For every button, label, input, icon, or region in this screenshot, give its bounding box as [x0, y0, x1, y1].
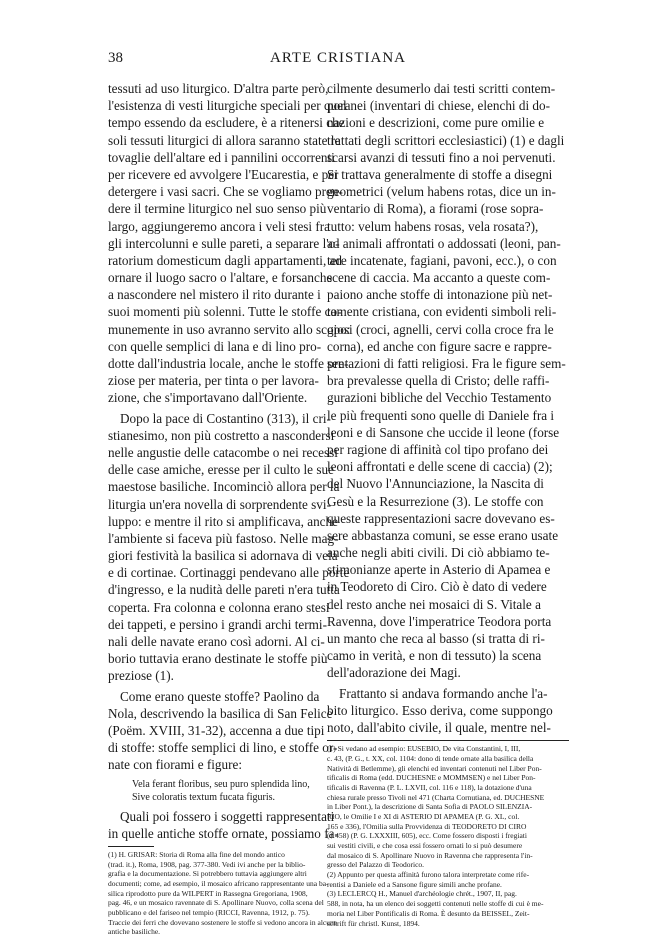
text-line: stimonianze aperte in Asterio di Apamea e [327, 562, 551, 578]
text-line: stianesimo, non più costretto a nascondersi [108, 427, 335, 443]
verse-line: Sive coloratis textum fucata figuris. [132, 791, 276, 803]
text-line: con quelle semplici di lana e di lino pro- [108, 338, 322, 354]
text-line: ziose per materia, per tinta o per lavora- [108, 373, 319, 389]
text-line: nelle angustie delle catacombe o nei recessi [108, 444, 338, 460]
text-line: sentazioni di fatti religiosi. Fra le figure sem- [327, 356, 566, 371]
text-line: borio tuttavia erano destinate le stoffe più [108, 651, 328, 667]
text-line: tutto: velum habens rosas, vela rosata?), [327, 218, 539, 234]
footnote-line: (1) Si vedano ad esempio: EUSEBIO, De vita Constantini, I, III, [327, 744, 521, 754]
footnote-line: (1) H. GRISAR: Storia di Roma alla fine del mondo antico [108, 849, 285, 859]
footnote-line: c. 43, (P. G., t. XX, col. 1104: dono di tende ornate alla basilica della [327, 753, 534, 763]
running-title: ARTE CRISTIANA [270, 50, 407, 66]
text-line: Ravenna, dove l'imperatrice Teodora porta [327, 613, 552, 629]
text-line: paiono anche stoffe di intonazione più net- [327, 287, 553, 303]
text-line: bito liturgico. Esso deriva, come suppongo [327, 702, 553, 718]
text-line: detergere i vasi sacri. Che se vogliamo pren- [108, 184, 343, 200]
text-line: tamente cristiana, con evidenti simboli reli- [327, 304, 557, 320]
footnote-line: dal mosaico di S. Apollinare Nuovo in Ravenna che rappresenta l'in- [327, 850, 533, 860]
footnote-line: rentisi a Daniele ed a Sansone figure simili anche profane. [327, 879, 502, 889]
text-line: l'ambiente si faceva più fastoso. Nelle mag- [108, 530, 339, 546]
footnote-line: in Liber Pont.), la descrizione di Santa Sofia di PAOLO SILENZIA- [327, 802, 533, 812]
text-line: geometrici (velum habens rotas, dice un in- [327, 184, 556, 200]
text-line: dell'adorazione dei Magi. [327, 665, 461, 681]
footnote-line: RIO, le Omilie I e XI di ASTERIO DI APAMEA (P. G. XL, col. [327, 811, 520, 821]
footnote-line: tificalis di Roma (edd. DUCHESNE e MOMMSEN) e nel Liber Pon- [327, 773, 536, 783]
text-line: corna), ed anche con figure sacre e rappre- [327, 338, 552, 354]
text-line: scarsi avanzi di tessuti fino a noi pervenuti. [327, 149, 556, 165]
footnote-line: chiesa rurale presso Tivoli nel 471 (Charta Cornutiana, ed. DUCHESNE [327, 792, 545, 802]
verse-line: Vela ferant floribus, seu puro splendida lino, [132, 778, 310, 790]
footnote-line: pubblicano e del fariseo nel tempio (RICCI, Ravenna, 1912, p. 75). [108, 908, 310, 917]
footnote-line: (trad. it.), Roma, 1908, pag. 377-380. Vedi ivi anche per la biblio- [108, 859, 306, 869]
text-line: luppo: e mentre il rito si amplificava, anche [108, 513, 338, 529]
text-line: nali delle navate erano così adorni. Al ci- [108, 634, 325, 649]
text-line: dotte dall'industria locale, anche le stoffe pre- [108, 356, 349, 371]
text-line: giori festività la basilica si adornava di vela [108, 548, 338, 564]
footnote-line: (3) LECLERCQ H., Manuel d'archéologie chrét., 1907, II, pag. [327, 889, 517, 899]
text-line: l'esistenza di vesti liturgiche speciali per quel [108, 98, 347, 114]
text-line: bra prevalesse quella di Cristo; delle raffi- [327, 373, 550, 389]
footnote-line: grafia e la documentazione. Si potrebbero tuttavia aggiungere altri [108, 869, 307, 879]
footnote-rule [108, 846, 154, 847]
text-line: Si trattava generalmente di stoffe a disegni [327, 166, 553, 182]
footnote-line: sui vestiti civili, e che cosa essi fossero ornati lo si può desumere [327, 841, 523, 850]
text-line: delle case amiche, eresse per il culto le sue [108, 462, 334, 478]
footnote-line: tificalis di Ravenna (P. L. LXVII, col. 116 e 118), la dotazione d'una [327, 782, 532, 792]
text-line: queste rappresentazioni sacre dovevano es- [327, 510, 555, 526]
text-line: (Poëm. XVIII, 31-32), accenna a due tipi [108, 722, 325, 738]
text-line: largo, aggiungeremo ancora i veli stesi fra [108, 218, 331, 234]
footnote-line: Traccie dei ferri che dovevano sostenere le stoffe si vedono ancora in alcune [108, 917, 338, 927]
text-line: tovaglie dell'altare ed i pannilini occorrenti [108, 149, 335, 165]
text-line: gurazioni bibliche del Vecchio Testamento [327, 390, 552, 406]
text-line: per ricevere ed avvolgere l'Eucarestia, e per [108, 166, 339, 182]
left-column [108, 80, 350, 937]
text-line: di stoffe: stoffe semplici di lino, e stoffe or- [108, 740, 338, 756]
text-line: nate con fiorami e figure: [108, 757, 243, 773]
text-line: leoni e di Sansone che uccide il leone (forse [327, 424, 560, 440]
text-line: poranei (inventari di chiese, elenchi di do- [327, 98, 551, 114]
text-line: sere abbastanza comuni, se esse erano usate [327, 527, 559, 543]
text-line: trattati degli scrittori ecclesiastici) (1) e dagli [327, 132, 565, 148]
text-line: in Teodoreto di Ciro. Ciò è dato di vedere [327, 579, 547, 595]
text-line: suoi momenti più solenni. Tutte le stoffe co- [108, 304, 342, 320]
text-line: tessuti ad uso liturgico. D'altra parte però, [108, 81, 329, 96]
text-line: ventario di Roma), a fiorami (rose sopra- [327, 201, 544, 217]
right-column [327, 80, 569, 928]
text-line: soli tessuti liturgici di allora saranno state le [108, 132, 341, 148]
footnote-line: pag. 46, e un mosaico ravennate di S. Apollinare Nuovo, colla scena del [108, 898, 324, 908]
text-line: un manto che reca al basso (si tratta di ri- [327, 631, 545, 646]
text-line: maestose basiliche. Incominciò allora per la [108, 479, 340, 495]
text-line: preziose (1). [108, 668, 174, 684]
text-line: giosi (croci, agnelli, cervi colla croce fra le [327, 321, 554, 337]
footnote-line: gresso del Palazzo di Teodorico. [327, 860, 425, 870]
text-line: Dopo la pace di Costantino (313), il cri- [120, 410, 331, 426]
footnote-rule [327, 740, 569, 741]
text-line: per ragione di affinità col tipo profano dei [327, 441, 549, 457]
text-line: coperta. Fra colonna e colonna erano stesi [108, 599, 330, 615]
footnote-line: silica riprodotto pure da WILPERT in Rassegna Gregoriana, 1908, [108, 888, 308, 898]
text-line: a nascondere nel mistero il rito durante i [108, 287, 321, 303]
footnote-line: Natività di Betlemme), gli elenchi ed inventari contenuti nel Liber Pon- [327, 763, 542, 773]
footnote-line: schrift für christl. Kunst, 1894. [327, 918, 420, 928]
footnote-line: antiche basiliche. [108, 927, 161, 937]
footnote-line: moria nel Liber Pontificalis di Roma. È desunto da BEISSEL, Zeit- [327, 908, 530, 918]
text-line: cilmente desumerlo dai testi scritti contem- [327, 81, 556, 96]
text-line: del Nuovo l'Annunciazione, la Nascita di [327, 476, 544, 492]
text-line: d'ingresso, e la nudità delle pareti n'era tutta [108, 582, 340, 598]
text-line: anche negli abiti civili. Di ciò abbiamo te- [327, 545, 550, 561]
text-line: Gesù e la Resurrezione (3). Le stoffe con [327, 493, 544, 509]
text-line: Come erano queste stoffe? Paolino da [120, 688, 320, 704]
text-line: dere il termine liturgico nel suo senso più [108, 201, 327, 217]
text-line: Quali poi fossero i soggetti rappresentati [120, 808, 335, 824]
text-line: leoni affrontati e delle scene di caccia) (2); [327, 459, 553, 475]
text-line: ratorium domesticum dagli appartamenti, ad [108, 252, 343, 268]
text-line: Frattanto si andava formando anche l'a- [339, 685, 548, 701]
text-line: dei tappeti, e persino i grandi archi termi- [108, 616, 327, 632]
text-line: zione, che s'importavano dall'Oriente. [108, 390, 308, 406]
text-line: tempo essendo da escludere, è a ritenersi che [108, 115, 345, 131]
text-line: tere incatenate, fagiani, pavoni, ecc.), o con [327, 252, 557, 268]
text-line: ad animali affrontati o addossati (leoni, pan- [327, 235, 561, 251]
text-line: gli intercolunni e sulle pareti, a separare l'o- [108, 235, 340, 251]
footnote-line: 165 e 336), l'Omilia sulla Provvidenza di TEODORETO DI CIRO [327, 821, 527, 831]
text-line: noto, dall'abito civile, il quale, mentre nel- [327, 719, 551, 735]
text-line: scene di caccia. Ma accanto a queste com- [327, 270, 551, 286]
page-number: 38 [108, 50, 123, 66]
text-line: del resto anche nei mosaici di S. Vitale a [327, 596, 541, 612]
text-line: Nola, descrivendo la basilica di San Felice [108, 705, 333, 721]
text-line: le più frequenti sono quelle di Daniele fra i [327, 407, 555, 423]
text-line: liturgia un'era novella di sorprendente svi- [108, 496, 331, 512]
text-line: munemente in uso avranno servito allo scopo: [108, 321, 350, 337]
text-line: camo in verità, e non di tessuto) la scena [327, 648, 542, 664]
text-line: e di cortinae. Cortinaggi pendevano alle porte [108, 565, 350, 581]
text-line: nazioni e descrizioni, come pure omilie e [327, 115, 545, 131]
footnote-line: documenti; come, ad esempio, il mosaico africano rappresentante una ba- [108, 878, 329, 888]
text-line: ornare il luogo sacro o l'altare, e forsanche [108, 270, 333, 286]
footnote-line: 588, in nota, ha un elenco dei soggetti contenuti nelle stoffe di cui è me- [327, 899, 544, 909]
footnote-line: (2) Appunto per questa affinità furono talora interpretate come rife- [327, 870, 530, 880]
footnote-line: († 458) (P. G. LXXXIII, 605), ecc. Come fossero disposti i fregiati [327, 831, 527, 841]
text-line: in quelle antiche stoffe ornate, possiamo fa- [108, 825, 339, 841]
